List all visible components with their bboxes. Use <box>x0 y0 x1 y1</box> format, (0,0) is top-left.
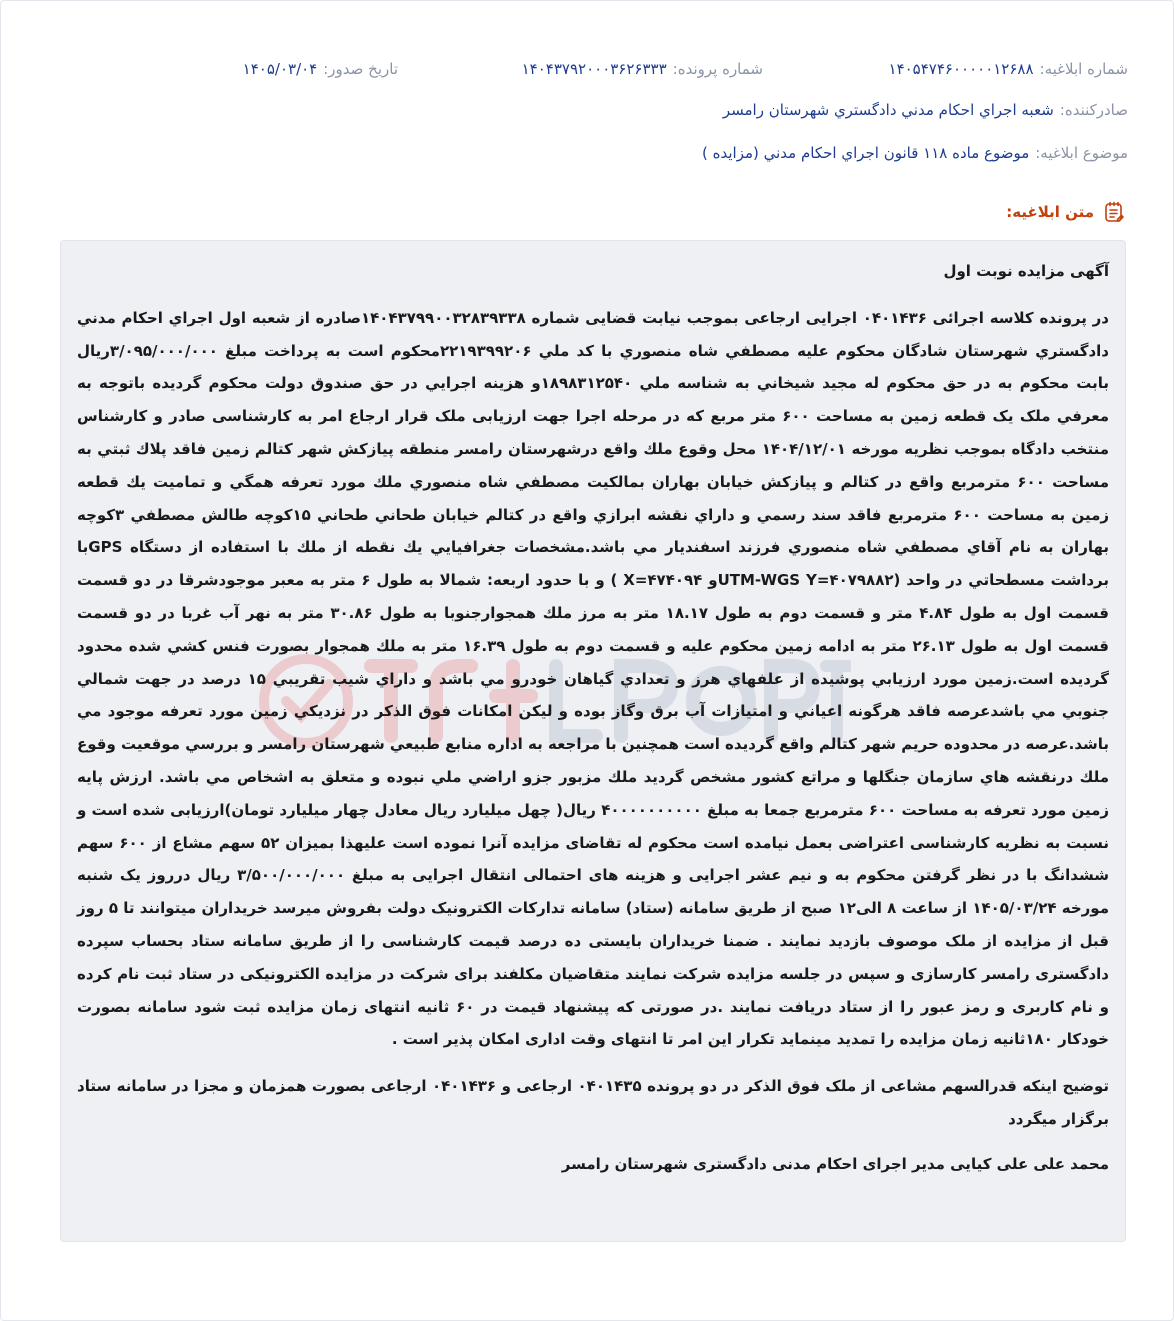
subject-label: موضوع ابلاغیه: <box>1035 144 1128 162</box>
issue-date-label: تاریخ صدور: <box>323 60 398 78</box>
auction-heading: آگهی مزایده نوبت اول <box>943 262 1109 280</box>
notice-number <box>889 60 1128 78</box>
case-number-value: ۱۴۰۴۳۷۹۲۰۰۰۳۶۲۶۳۳۳ <box>521 60 667 78</box>
notice-text-heading <box>1006 200 1126 224</box>
notice-text-title: متن ابلاغیه: <box>1006 203 1094 221</box>
notice-document-icon <box>1102 200 1126 224</box>
notice-number-value: ۱۴۰۵۴۷۴۶۰۰۰۰۰۱۲۶۸۸ <box>888 60 1034 78</box>
notice-paragraph-main: در پرونده کلاسه اجرائی ۰۴۰۱۴۳۶ اجرایی ارجاعی بموجب نیابت قضایی شماره ۱۴۰۴۳۷۹۹۰۰۳۲۸۳۹۳۳۸صادره از شعبه اول اجراي احكام مدني دادگستري شهرستان شادگان محكوم عليه مصطفي شاه منصوري با كد ملي ۲۲۱۹۳۹۹۲۰۶محكوم است به پرداخت مبلغ ۳/۰۹۵/۰۰۰/۰۰۰ريال بابت محكوم به در حق محكوم له مجيد شيخاني به شناسه ملي ۱۸۹۸۳۱۲۵۴۰و هزينه اجرايي در حق صندوق دولت محکوم گردیده باتوجه به معرفي ملک يک قطعه زمين به مساحت ۶۰۰ متر مربع که در مرحله اجرا جهت ارزیابی ملک قرار ارجاع امر به کارشناسی صادر و کارشناس منتخب دادگاه بموجب نظريه مورخه ۱۴۰۴/۱۲/۰۱ محل وقوع ملك واقع درشهرستان رامسر منطقه پيازكش شهر كتالم زمين فاقد پلاك ثبتي به مساحت ۶۰۰ مترمربع واقع در كتالم و پيازكش خيابان بهاران بمالكيت مصطفي شاه منصوري ملك مورد تعرفه همگي و تماميت يك قطعه زمين به مساحت ۶۰۰ مترمربع فاقد سند رسمي و داراي نقشه ابرازي واقع در كتالم خيابان طحاني طحاني ۱۵كوچه طالش مصطفي ۳كوچه بهاران به نام آقاي مصطفي شاه منصوري فرزند اسفنديار مي باشد.مشخصات جغرافيايي يك نقطه از ملك با استفاده از دستگاه GPSبا برداشت مسطحاتي در واحد (UTM-WGS Y=۴۰۷۹۸۸۲و X=۴۷۴۰۹۴ ) و با حدود اربعه: شمالا به طول ۶ متر به معبر موجودشرقا در دو قسمت قسمت اول به طول ۴.۸۴ متر و قسمت دوم به طول ۱۸.۱۷ متر به مرز ملك همجوارجنوبا به طول ۳۰.۸۶ متر به نهر آب غربا در دو قسمت قسمت اول به طول ۲۶.۱۳ متر به ادامه زمین محکوم علیه و قسمت دوم به طول ۱۶.۳۹ متر به ملك همجوار بصورت فنس كشي شده محدود گرديده است.زمين مورد ارزيابي پوشيده از علفهاي هرز و تعدادي گياهان خودرو مي باشد و داراي شيب تقريبي ۱۵ درصد در جهت شمالي جنوبي مي باشدعرصه فاقد هرگونه اعياني و امتيازات آب برق وگاز بوده و ليكن امكانات فوق الذكر در نزديكي زمين مورد تعرفه موجود مي باشد.عرصه در محدوده حريم شهر كتالم واقع گرديده است همچنين با مراجعه به اداره منابع طبيعي شهرستان رامسر و بررسي موقعيت وقوع ملك درنقشه هاي سازمان جنگلها و مراتع كشور مشخص گرديد ملك مزبور جزو اراضي ملي نبوده و متعلق به اشخاص مي باشد. ارزش پايه زمين مورد تعرفه به مساحت ۶۰۰ مترمربع جمعا به مبلغ ۴۰۰۰۰۰۰۰۰۰۰ ريال( چهل ميليارد ريال معادل چهار ميليارد تومان)ارزیابی شده است و نسبت به نظریه کارشناسی اعتراضی بعمل نیامده است محکوم له تقاضای مزایده آنرا نموده است علیهذا بمیزان ۵۲ سهم مشاع از ۶۰۰ سهم ششدانگ با در نظر گرفتن محکوم به و نیم عشر اجرایی و هزینه های احتمالی انتقال اجرایی به مبلغ ۳/۵۰۰/۰۰۰/۰۰۰ ريال درروز یک شنبه مورخه ۱۴۰۵/۰۳/۲۴ از ساعت ۸ الی۱۲ صبح از طریق سامانه (ستاد) سامانه تدارکات الکترونیک دولت بفروش میرسد خریداران میتوانند تا ۵ روز قبل از مزایده از ملک موصوف بازدید نمایند . ضمنا خریداران بایستی ده درصد قیمت کارشناسی را از طریق سامانه ستاد بحساب سپرده دادگستری رامسر کارسازی و سپس در جلسه مزایده شرکت نمایند متقاضیان مکلفند برای شرکت در مزایده الکترونیکی در ستاد ثبت نام کرده و نام کاربری و رمز عبور را از ستاد دریافت نمایند .در صورتی که پیشنهاد قیمت در ۶۰ ثانیه انتهای زمان مزایده ثبت شود سامانه بصورت خودکار ۱۸۰ثانیه زمان مزایده را تمدید مینماید تکرار این امر تا انتهای وقت اداری امکان پذیر است . <box>77 308 1110 1049</box>
notice-text-box <box>60 240 1126 1242</box>
subject-value: موضوع ماده ۱۱۸ قانون اجراي احكام مدني (مزايده ) <box>702 144 1030 162</box>
case-number-label: شماره پرونده: <box>672 60 763 78</box>
issue-date <box>243 60 398 78</box>
issuer <box>723 101 1128 119</box>
issuer-row <box>46 96 1128 124</box>
notice-signature: محمد علی علی کیایی مدیر اجرای احکام مدنی دادگستری شهرستان رامسر <box>561 1154 1109 1173</box>
notice-content <box>77 255 1109 1181</box>
subject <box>702 144 1128 162</box>
subject-row <box>46 139 1128 167</box>
issuer-value: شعبه اجراي احكام مدني دادگستري شهرستان رامسر <box>722 101 1054 119</box>
notice-paragraph-note: توضیح اینکه قدرالسهم مشاعی از ملک فوق الذکر در دو پرونده ۰۴۰۱۴۳۵ ارجاعی و ۰۴۰۱۴۳۶ ارجاعی بصورت همزمان و مجزا در سامانه ستاد برگزار میگردد <box>77 1077 1109 1128</box>
case-number <box>522 60 763 78</box>
issuer-label: صادرکننده: <box>1059 101 1128 119</box>
notice-number-label: شماره ابلاغیه: <box>1039 60 1128 78</box>
issue-date-value: ۱۴۰۵/۰۳/۰۴ <box>242 60 318 78</box>
notice-meta-row <box>46 55 1128 83</box>
